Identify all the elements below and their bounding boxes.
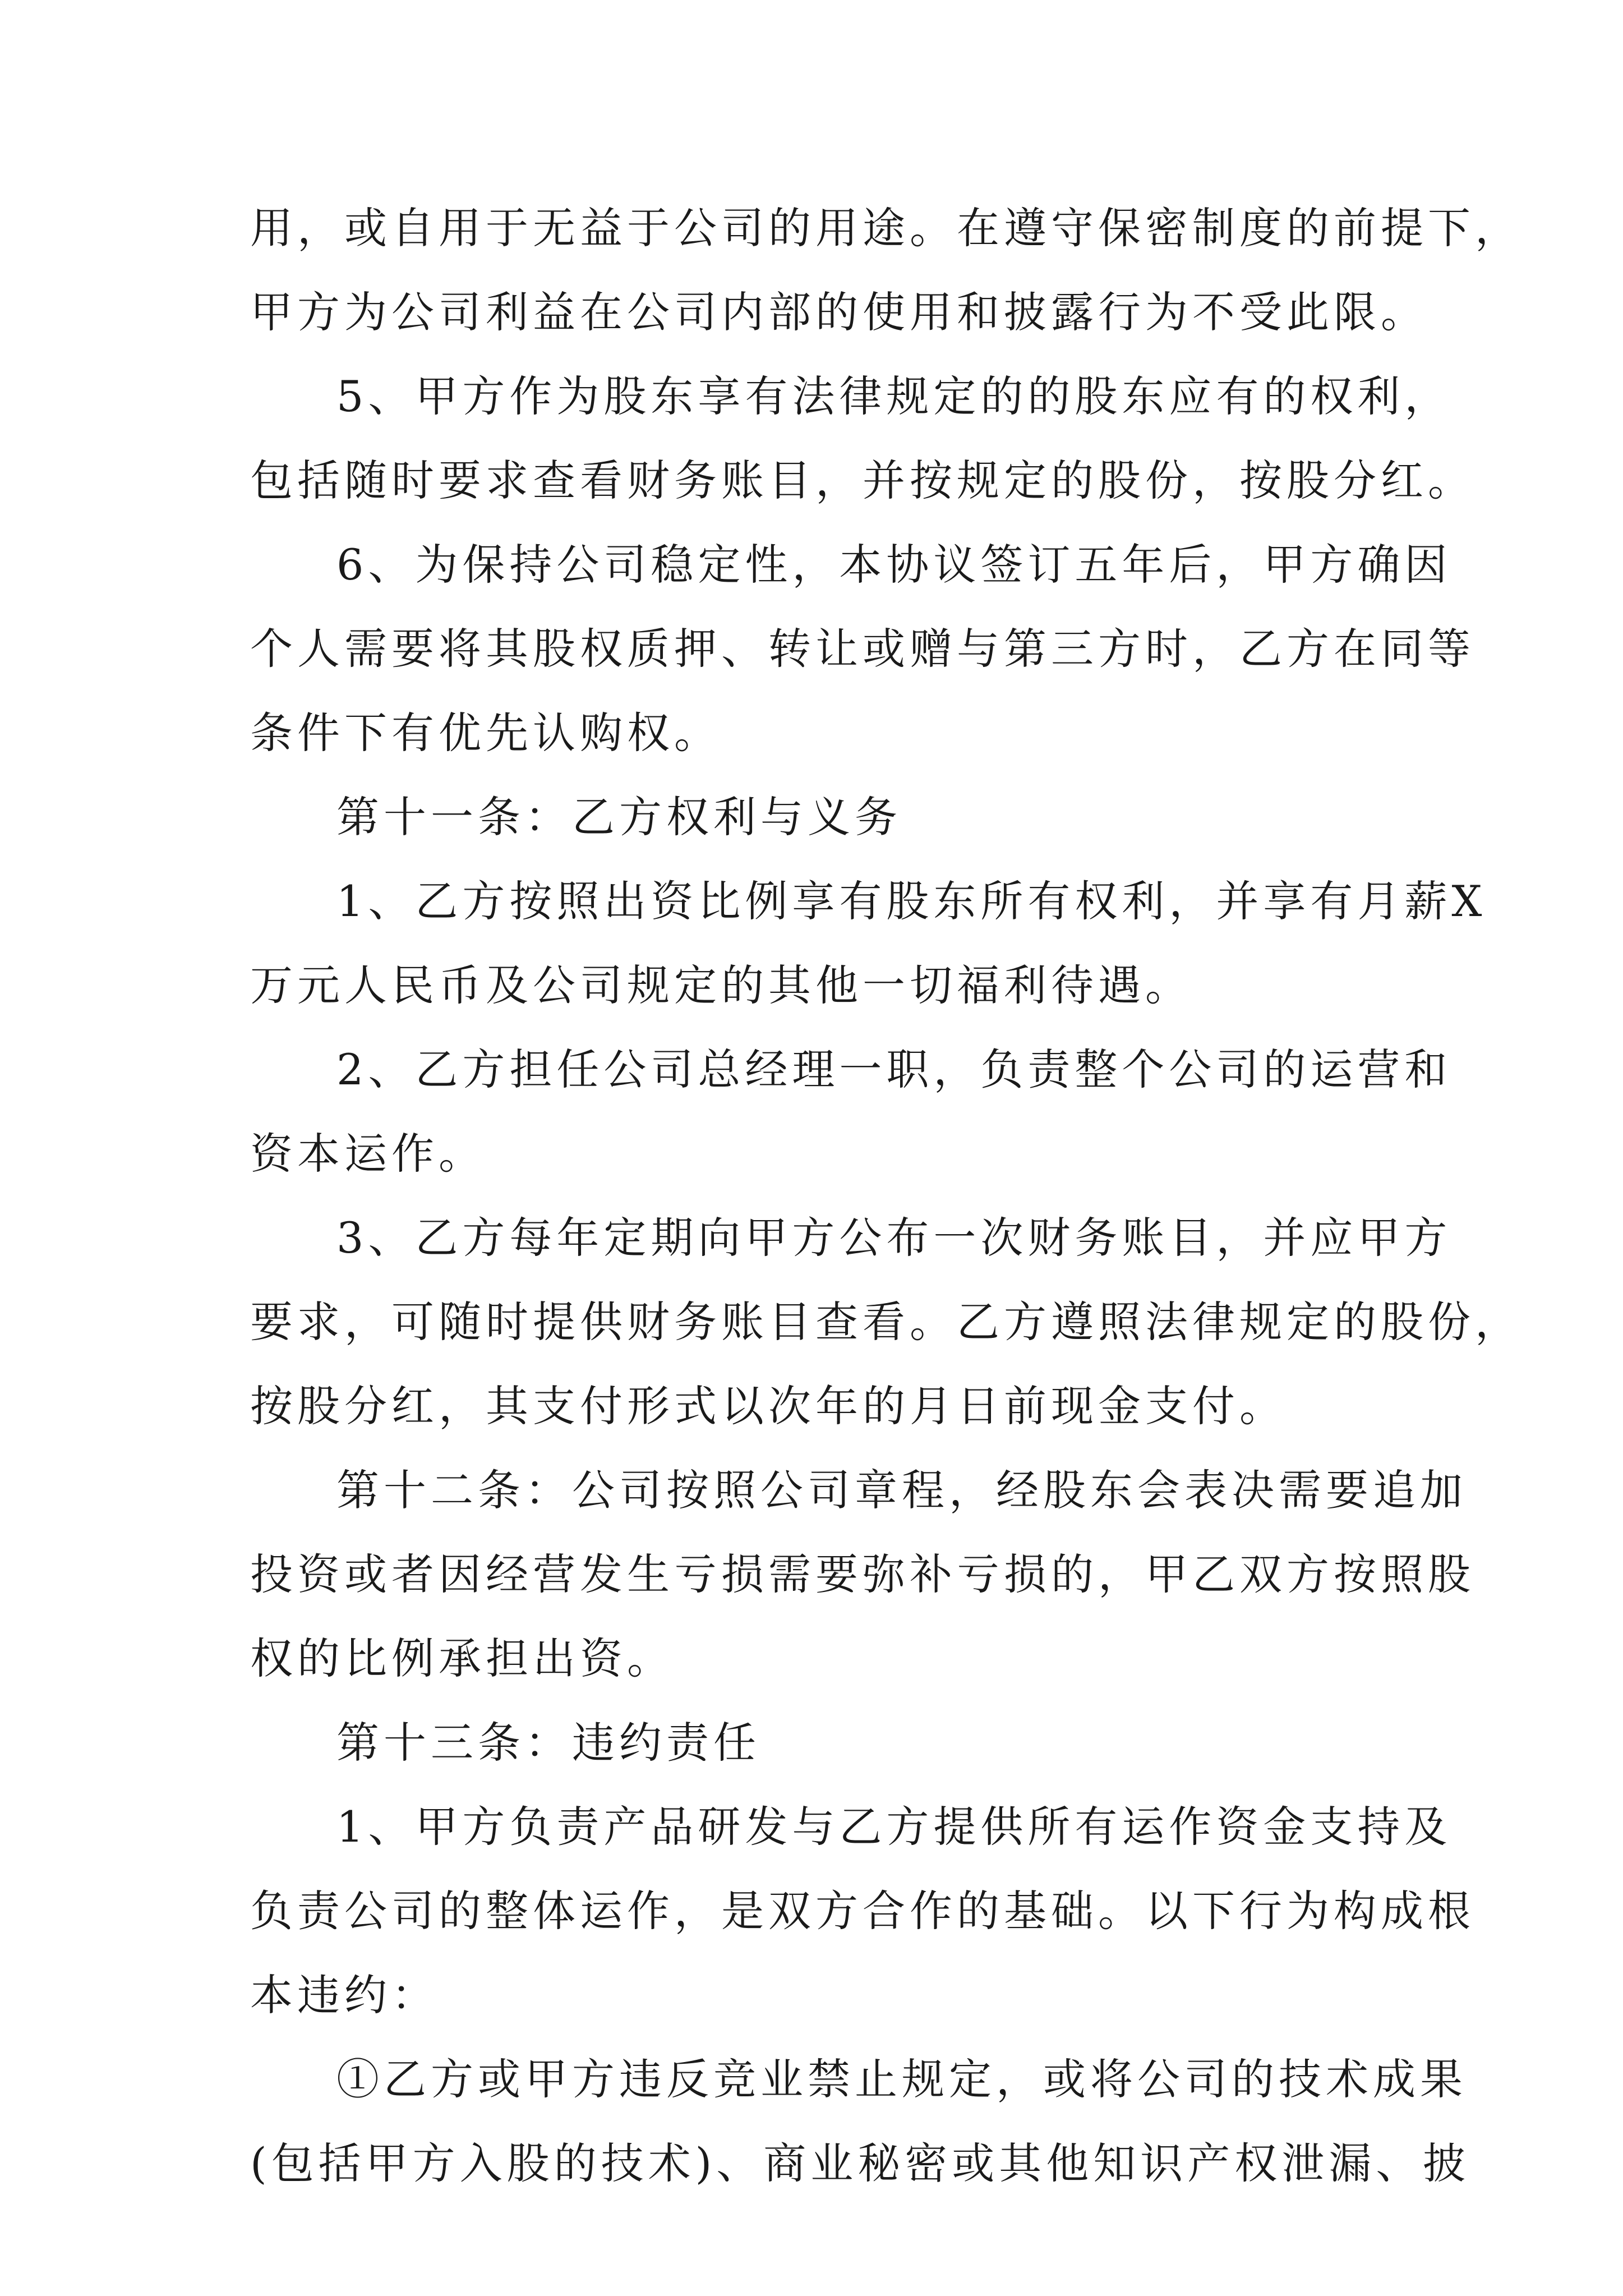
text-line: 本违约： — [250, 1970, 439, 2020]
text-line: 个人需要将其股权质押、转让或赠与第三方时，乙方在同等 — [250, 624, 1475, 674]
text-line: 3、乙方每年定期向甲方公布一次财务账目，并应甲方 — [336, 1213, 1452, 1263]
text-line: 包括随时要求查看财务账目，并按规定的股份，按股分红。 — [250, 455, 1475, 505]
section-heading: 第十三条：违约责任 — [336, 1718, 760, 1768]
text-line: 甲方为公司利益在公司内部的使用和披露行为不受此限。 — [250, 287, 1428, 337]
text-line: 按股分红，其支付形式以次年的月日前现金支付。 — [250, 1381, 1287, 1431]
text-line: 要求，可随时提供财务账目查看。乙方遵照法律规定的股份， — [250, 1297, 1522, 1347]
text-line: ①乙方或甲方违反竞业禁止规定，或将公司的技术成果 — [336, 2054, 1467, 2104]
text-line: 权的比例承担出资。 — [250, 1634, 674, 1683]
text-line: 条件下有优先认购权。 — [250, 708, 721, 758]
text-line: 用，或自用于无益于公司的用途。在遵守保密制度的前提下， — [250, 203, 1522, 253]
text-line: 1、乙方按照出资比例享有股东所有权利，并享有月薪X — [336, 876, 1487, 926]
text-line: 负责公司的整体运作，是双方合作的基础。以下行为构成根 — [250, 1886, 1475, 1936]
text-line: 6、为保持公司稳定性，本协议签订五年后，甲方确因 — [336, 540, 1452, 590]
text-line: 投资或者因经营发生亏损需要弥补亏损的，甲乙双方按照股 — [250, 1549, 1475, 1599]
text-line: 2、乙方担任公司总经理一职，负责整个公司的运营和 — [336, 1045, 1452, 1094]
text-line: 5、甲方作为股东享有法律规定的的股东应有的权利， — [336, 371, 1452, 421]
text-line: 资本运作。 — [250, 1129, 486, 1179]
text-line: (包括甲方入股的技术)、商业秘密或其他知识产权泄漏、披 — [250, 2138, 1470, 2188]
text-line: 1、甲方负责产品研发与乙方提供所有运作资金支持及 — [336, 1802, 1452, 1852]
section-heading: 第十一条：乙方权利与义务 — [336, 792, 902, 842]
section-heading: 第十二条：公司按照公司章程，经股东会表决需要追加 — [336, 1465, 1467, 1515]
text-line: 万元人民币及公司规定的其他一切福利待遇。 — [250, 960, 1192, 1010]
